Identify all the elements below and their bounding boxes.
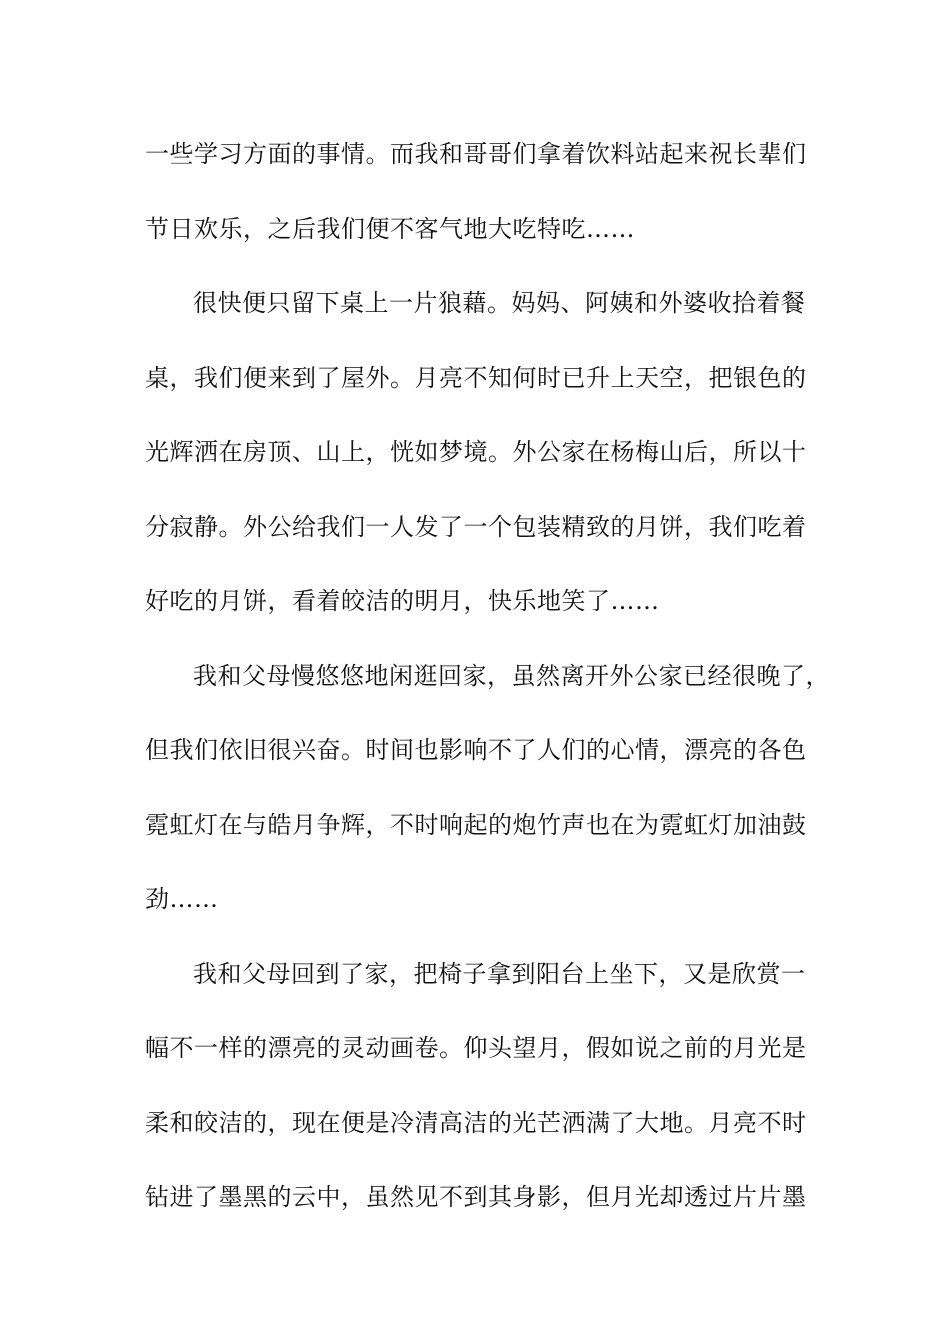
paragraph-start-line: 很快便只留下桌上一片狼藉。妈妈、阿姨和外婆收拾着餐	[193, 289, 806, 317]
text-line: 好吃的月饼，看着皎洁的明月，快乐地笑了……	[145, 587, 660, 615]
text-line: 桌，我们便来到了屋外。月亮不知何时已升上天空，把银色的	[145, 363, 807, 392]
text-line: 劲……	[145, 885, 219, 913]
text-line: 幅不一样的漂亮的灵动画卷。仰头望月，假如说之前的月光是	[145, 1034, 807, 1062]
text-line: 光辉洒在房顶、山上，恍如梦境。外公家在杨梅山后，所以十	[145, 438, 807, 466]
paragraph-start-line: 我和父母回到了家，把椅子拿到阳台上坐下，又是欣赏一	[193, 959, 806, 988]
text-line: 钻进了墨黑的云中，虽然见不到其身影，但月光却透过片片墨	[145, 1183, 807, 1211]
paragraph-start-line: 我和父母慢悠悠地闲逛回家，虽然离开外公家已经很晚了，	[193, 661, 830, 690]
text-line: 节日欢乐，之后我们便不客气地大吃特吃……	[145, 214, 635, 243]
body-text	[145, 128, 830, 1246]
text-line: 分寂静。外公给我们一人发了一个包装精致的月饼，我们吃着	[145, 512, 807, 541]
text-line: 一些学习方面的事情。而我和哥哥们拿着饮料站起来祝长辈们	[145, 140, 807, 168]
text-line: 但我们依旧很兴奋。时间也影响不了人们的心情，漂亮的各色	[145, 736, 807, 764]
text-line: 柔和皎洁的，现在便是冷清高洁的光芒洒满了大地。月亮不时	[145, 1108, 807, 1137]
text-line: 霓虹灯在与皓月争辉，不时响起的炮竹声也在为霓虹灯加油鼓	[145, 810, 807, 839]
